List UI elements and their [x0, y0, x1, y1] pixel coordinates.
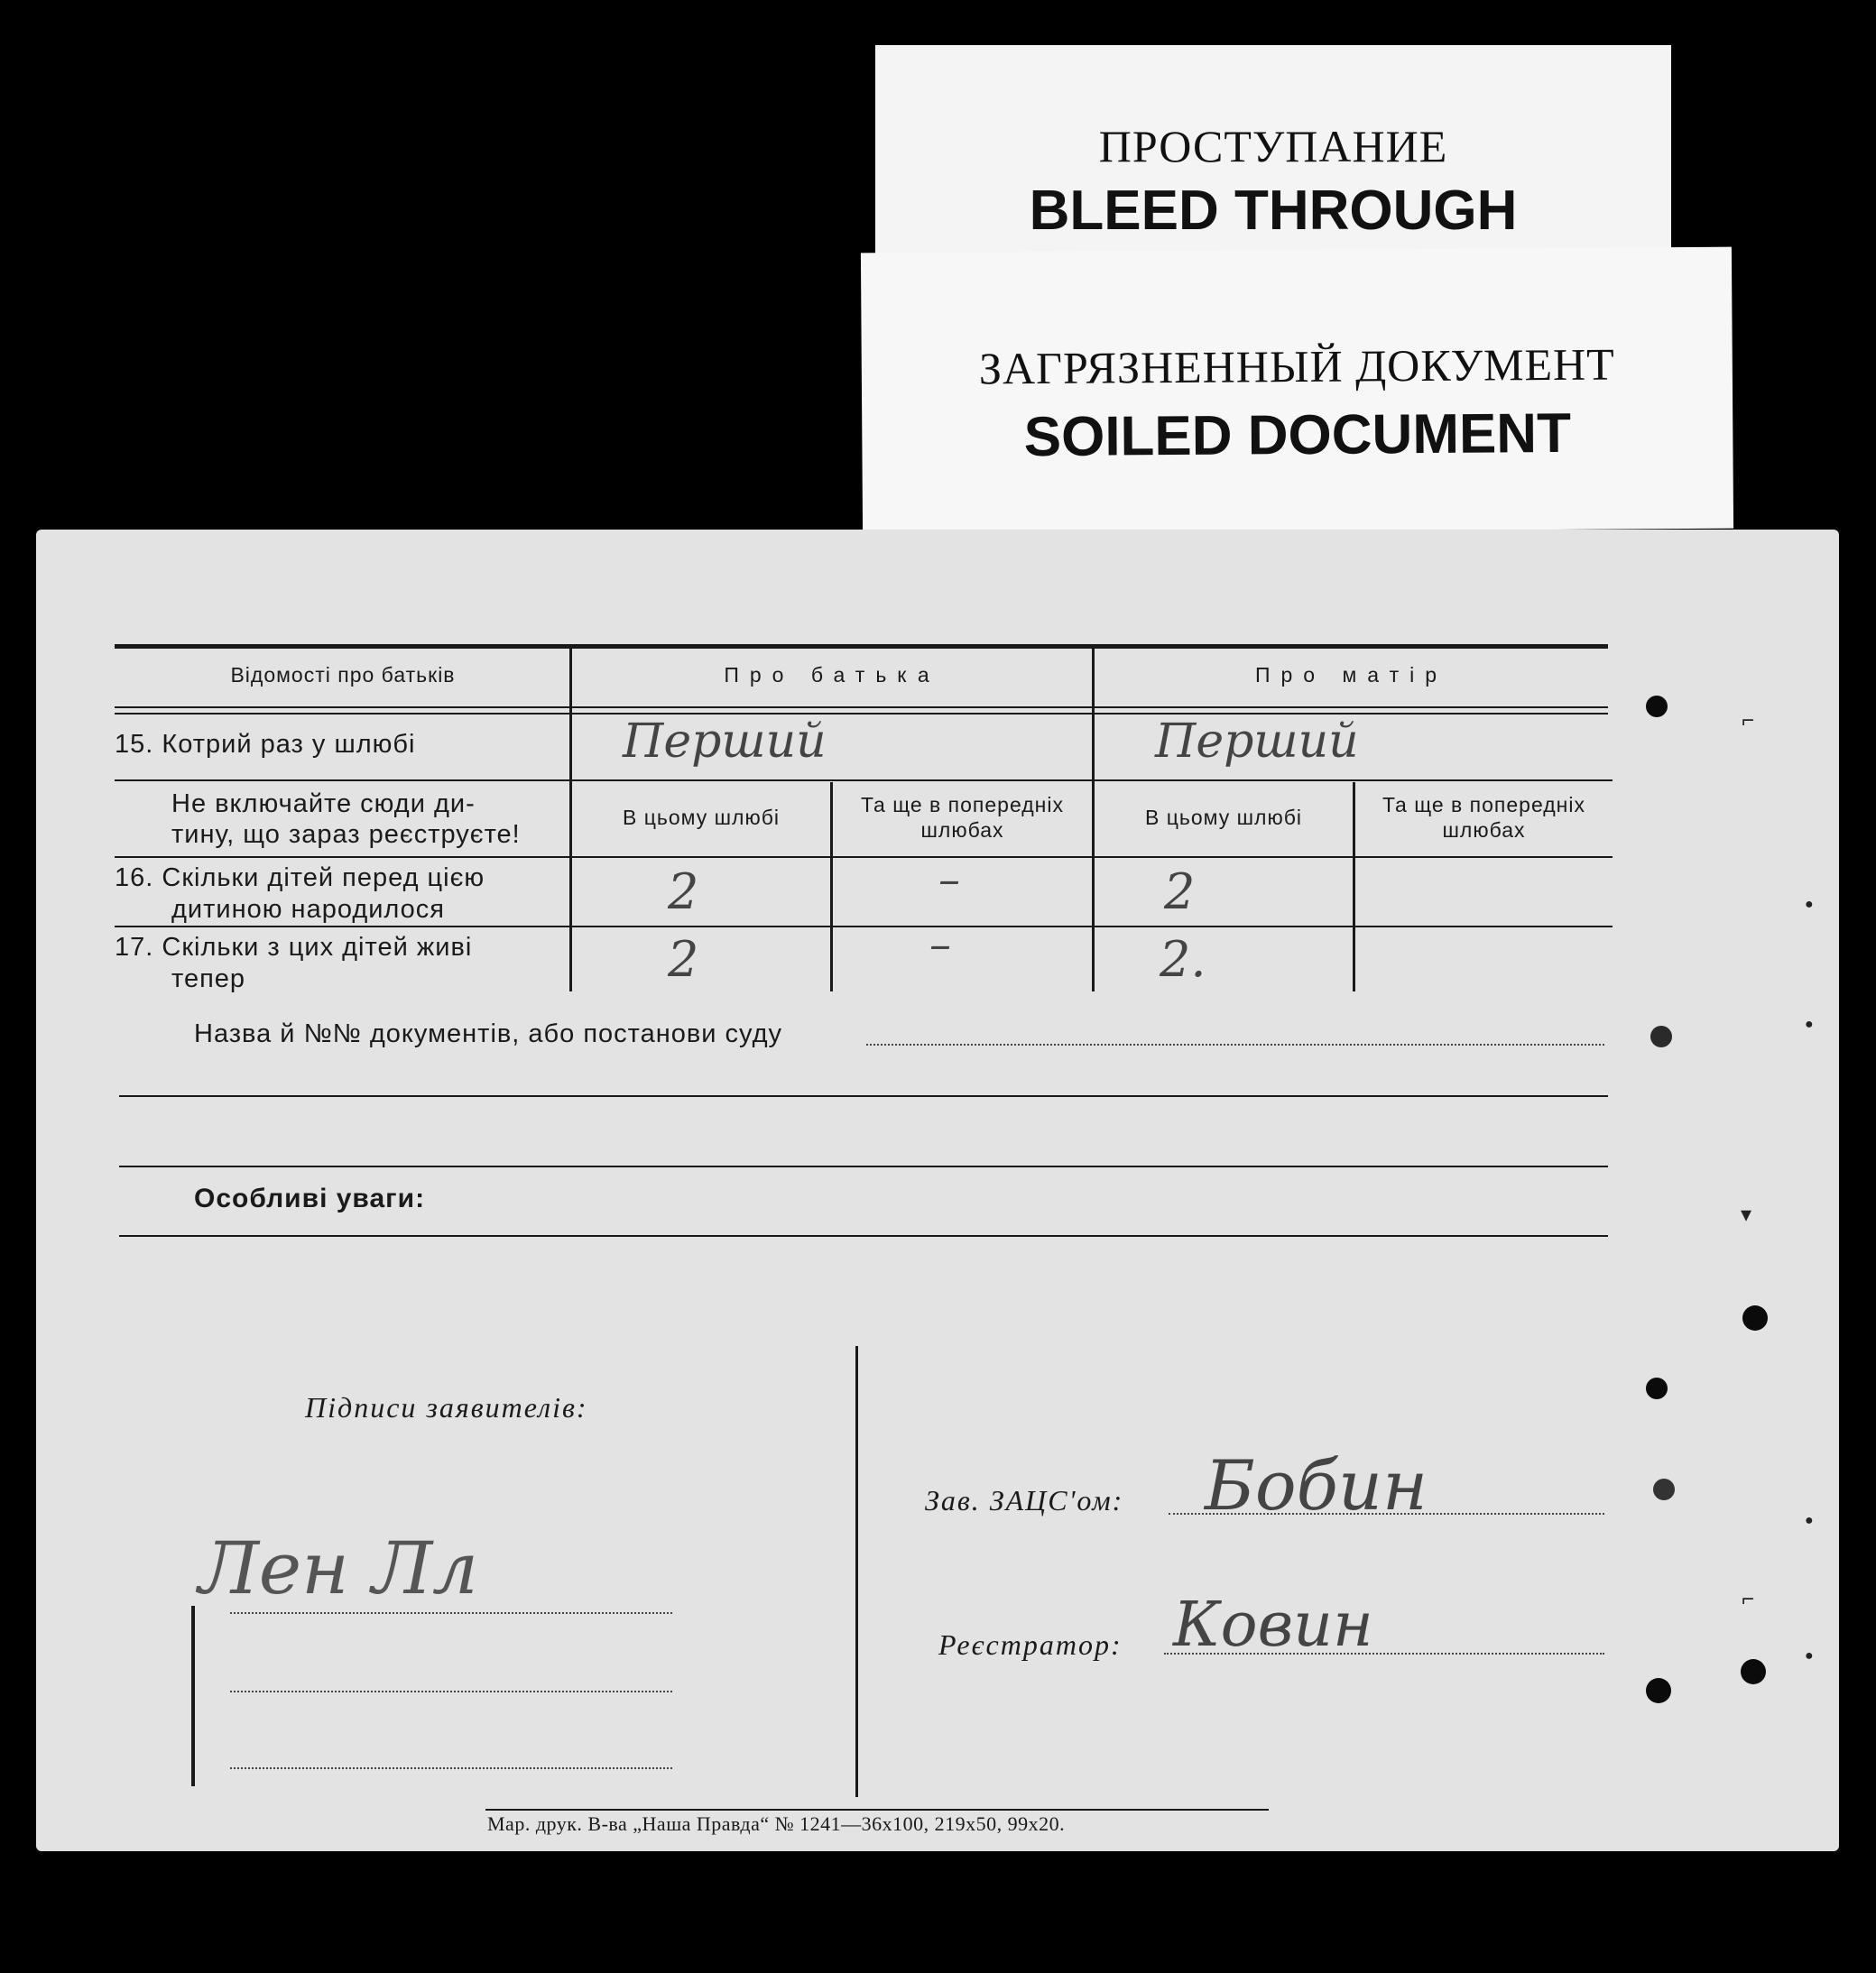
filing-hole [1646, 1678, 1671, 1703]
tack-mark: ⌐ [1742, 708, 1755, 733]
registrar-sig-line [1164, 1653, 1604, 1655]
documents-label: Назва й №№ документів, або постанови суду [194, 1019, 783, 1048]
soiled-document-ru: ЗАГРЯЗНЕННЫЙ ДОКУМЕНТ [978, 338, 1615, 394]
head-label: Зав. ЗАЦС'ом: [925, 1484, 1124, 1517]
row17-line1: 17. Скільки з цих дітей живі [115, 933, 473, 962]
row16-line1: 16. Скільки дітей перед цією [115, 863, 485, 892]
applicants-bracket [191, 1606, 195, 1786]
applicant-sig-line-3 [230, 1767, 672, 1769]
row17-line2: тепер [171, 964, 246, 993]
note-row-divider [115, 856, 1613, 858]
row15-divider [115, 779, 1613, 781]
documents-line-3 [119, 1166, 1608, 1167]
remarks-line [119, 1235, 1608, 1237]
row17-father-this: 2 [668, 931, 699, 988]
row15-father-value: Перший [623, 715, 827, 769]
footer-rule [485, 1809, 1269, 1811]
documents-dotted-line [866, 1044, 1604, 1046]
row17-mother-this: 2. [1160, 931, 1206, 988]
filing-hole [1646, 696, 1668, 717]
table-top-border [115, 644, 1608, 649]
header-parents-info: Відомості про батьків [230, 663, 456, 687]
father-this-marriage-header: В цьому шлюбі [622, 806, 781, 829]
head-sig-line [1169, 1513, 1604, 1515]
row15-mother-value: Перший [1155, 715, 1359, 769]
applicants-signatures-label: Підписи заявителів: [305, 1391, 588, 1424]
head-signature: Бобин [1205, 1445, 1428, 1526]
filing-hole [1742, 1305, 1768, 1331]
row16-father-prev: – [938, 854, 960, 905]
documents-line-2 [119, 1095, 1608, 1097]
printer-imprint: Мар. друк. В-ва „Наша Правда“ № 1241—36х100, 219х50, 99х20. [487, 1812, 1066, 1835]
applicant-sig-line-2 [230, 1691, 672, 1692]
tack-mark: ⌐ [1742, 1587, 1755, 1611]
bleed-through-label [875, 45, 1671, 278]
dot-mark: ● [1805, 1513, 1814, 1528]
header-father: Про батька [724, 663, 940, 687]
filing-hole [1650, 1026, 1672, 1047]
registrar-signature: Ковин [1173, 1590, 1373, 1661]
row16-line2: дитиною народилося [171, 895, 446, 924]
mother-this-marriage-header: В цьому шлюбі [1144, 806, 1303, 829]
father-prev-marriages-header-2: шлюбах [920, 818, 1004, 842]
bleed-through-en: BLEED THROUGH [1029, 180, 1518, 242]
dot-mark: ● [1805, 1648, 1814, 1664]
note-line1: Не включайте сюди ди- [171, 789, 476, 818]
signatures-divider [855, 1346, 858, 1797]
mother-prev-marriages-header-2: шлюбах [1442, 818, 1526, 842]
header-divider-double [115, 713, 1608, 715]
father-prev-marriages-header-1: Та ще в попередніх [861, 793, 1064, 816]
filing-hole [1646, 1378, 1668, 1399]
applicant-signature: Лен Лл [199, 1526, 478, 1610]
dot-mark: ● [1805, 1017, 1814, 1032]
tack-mark: ▾ [1741, 1203, 1752, 1227]
soiled-document-en: SOILED DOCUMENT [1023, 401, 1572, 469]
remarks-label: Особливі уваги: [194, 1184, 426, 1213]
bleed-through-ru: ПРОСТУПАНИЕ [1098, 121, 1448, 171]
row15-label: 15. Котрий раз у шлюбі [115, 730, 416, 759]
filing-hole [1653, 1479, 1675, 1500]
filing-hole [1741, 1659, 1766, 1684]
mother-prev-marriages-header-1: Та ще в попередніх [1382, 793, 1585, 816]
registration-form-back [36, 530, 1839, 1851]
soiled-document-label [861, 247, 1733, 535]
row16-mother-this: 2 [1164, 863, 1196, 920]
row17-father-prev: – [929, 919, 951, 970]
applicant-sig-line-1 [230, 1612, 672, 1614]
note-line2: тину, що зараз реєструєте! [171, 820, 521, 849]
row16-father-this: 2 [668, 863, 699, 920]
dot-mark: ● [1805, 897, 1814, 912]
header-divider [115, 706, 1608, 708]
registrar-label: Реєстратор: [938, 1628, 1123, 1661]
row16-divider [115, 926, 1613, 927]
header-mother: Про матір [1254, 663, 1448, 687]
